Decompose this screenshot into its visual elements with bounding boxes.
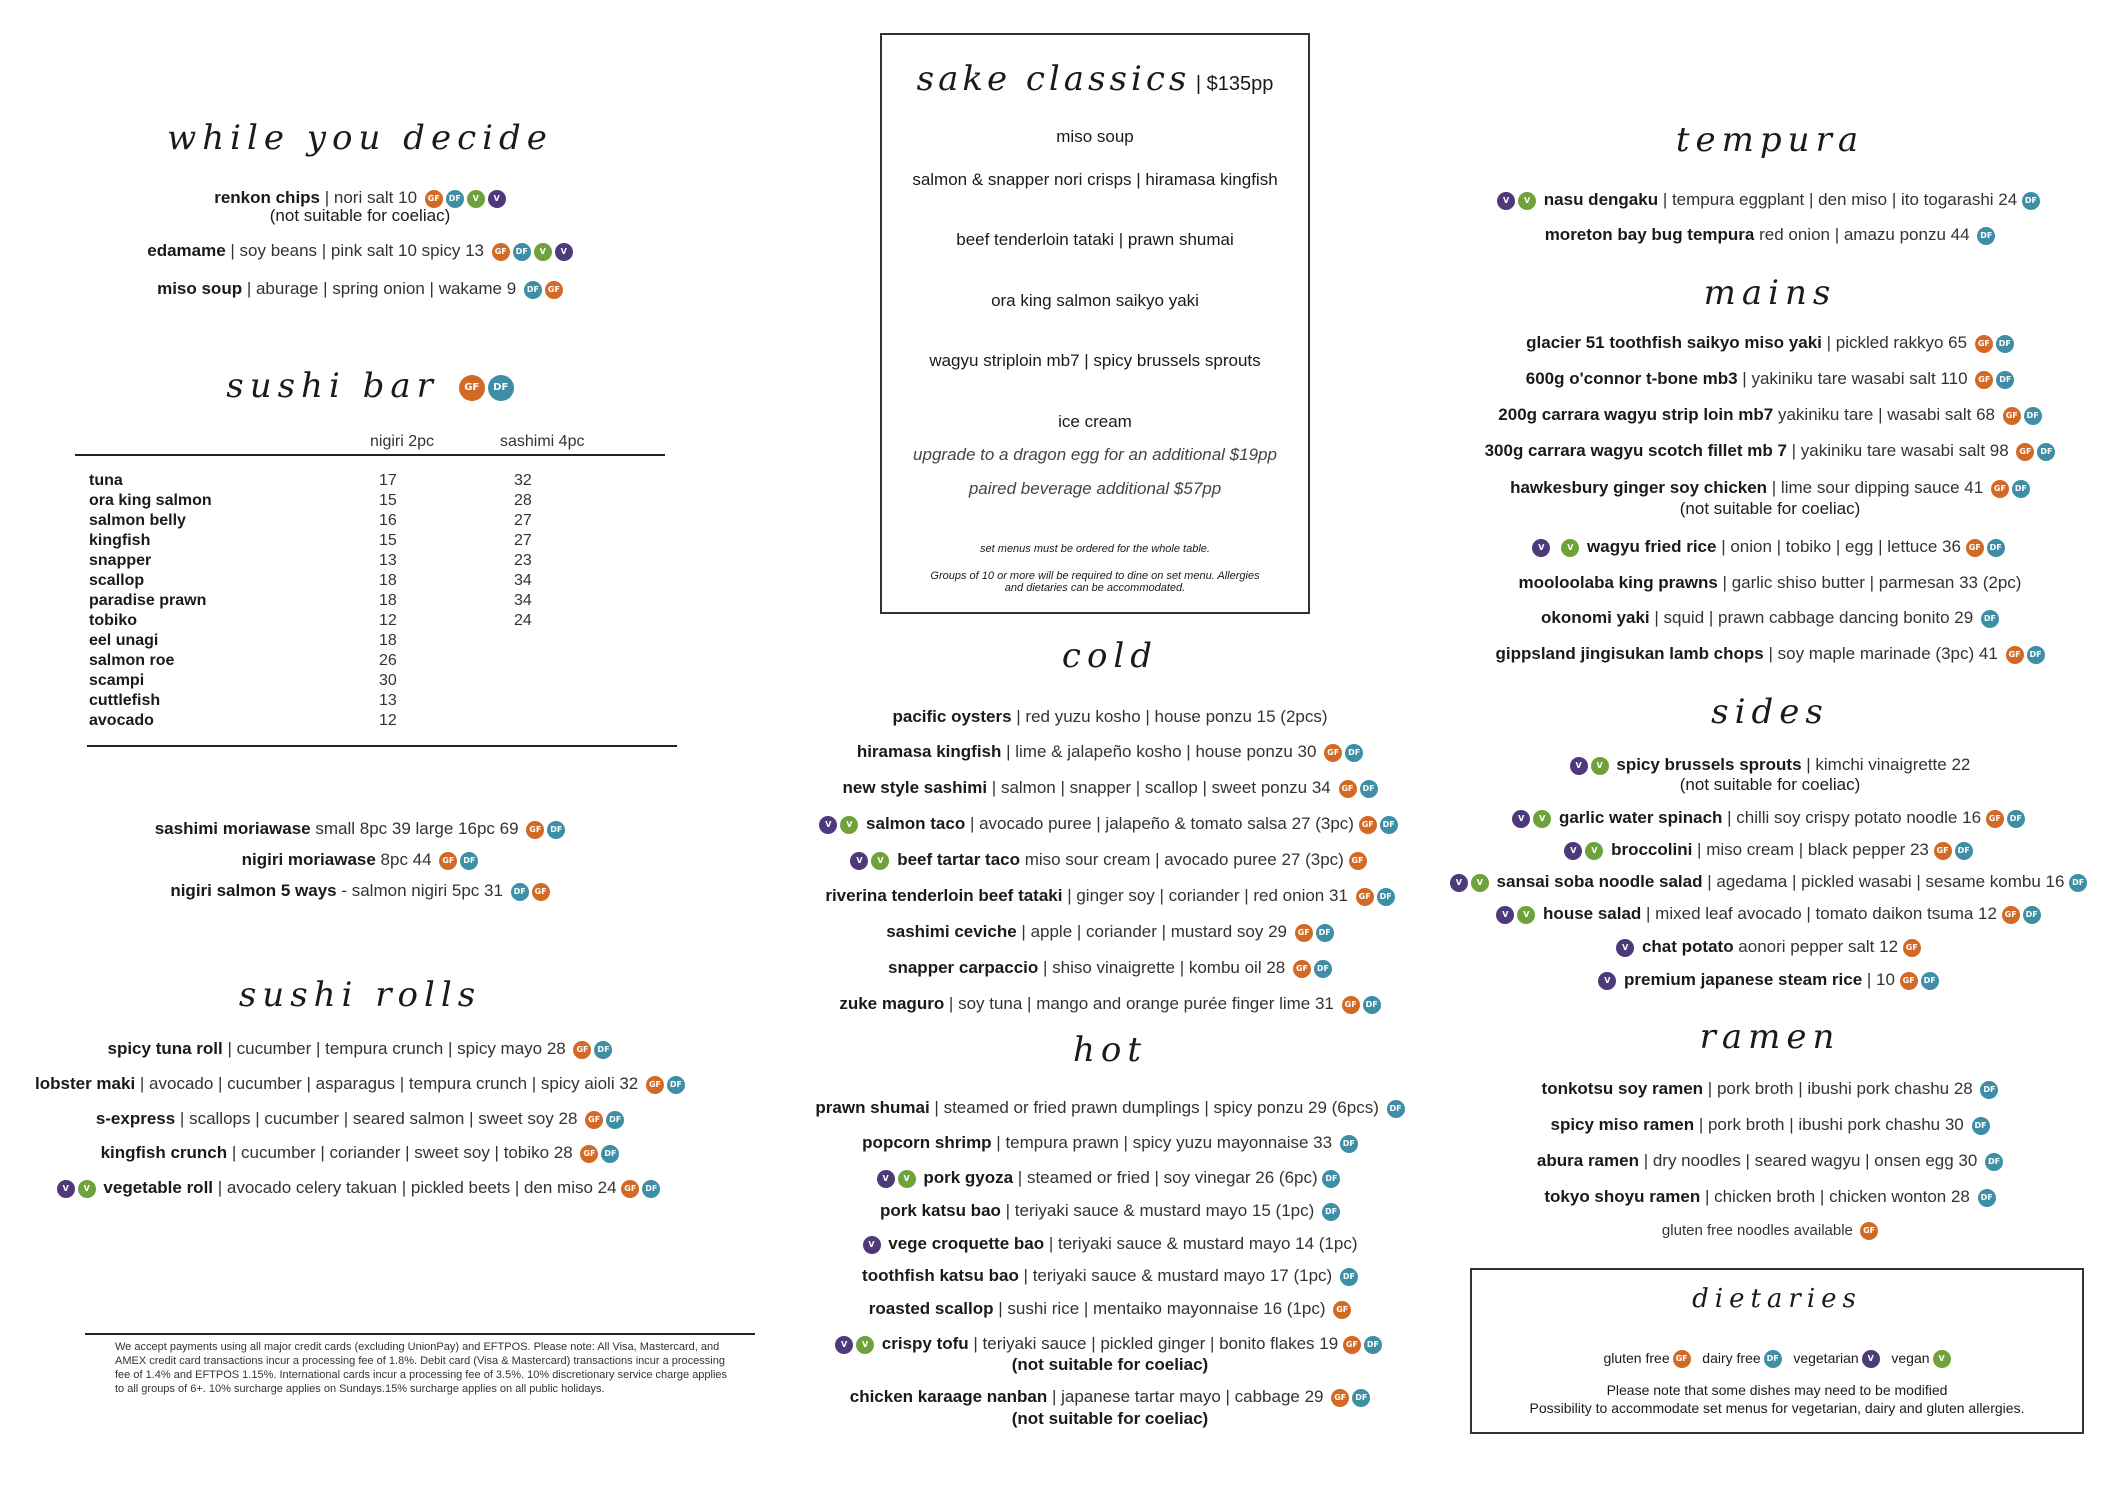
dairy-free-icon: DF — [1364, 1336, 1382, 1354]
menu-item: renkon chips | nori salt 10 GF DF V V — [30, 188, 690, 208]
table-row: salmon roe 26 — [89, 652, 397, 669]
dairy-free-icon: DF — [1322, 1203, 1340, 1221]
menu-item: edamame | soy beans | pink salt 10 spicy 13 GF DF V V — [30, 241, 690, 261]
menu-item: okonomi yaki | squid | prawn cabbage dancing bonito 29 DF — [1440, 608, 2100, 628]
menu-item: 200g carrara wagyu strip loin mb7 yakiniku tare | wasabi salt 68 GF DF — [1440, 405, 2100, 425]
menu-item: snapper carpaccio | shiso vinaigrette | kombu oil 28 GF DF — [790, 958, 1430, 978]
gluten-free-icon: GF — [1966, 539, 1984, 557]
dairy-free-icon: DF — [1972, 1117, 1990, 1135]
menu-item: hiramasa kingfish | lime & jalapeño kosho | house ponzu 30 GF DF — [790, 742, 1430, 762]
vegan-icon: V — [1570, 757, 1588, 775]
dairy-free-icon: DF — [2027, 646, 2045, 664]
vegan-icon: V — [1616, 939, 1634, 957]
payment-fine-print: We accept payments using all major credit cards (excluding UnionPay) and EFTPOS. Please note: All Visa, Mastercard, and AMEX credit card transactions incur a processing fee of 1.8%. Debit card (Visa & Mastercard) transactions incur a processing fee of 1.4% and EFTPOS 1.15%. International cards incur a processing fee of 3.5%. 10% discretionary service charge applies to all groups of 6+. 10% surcharge applies on Sundays.15% surcharge applies on all public holidays. — [115, 1341, 728, 1395]
table-row: tobiko 12 24 — [89, 612, 532, 629]
vegan-icon: V — [1598, 972, 1616, 990]
menu-item: V V vegetable roll | avocado celery takuan | pickled beets | den miso 24 GF DF — [30, 1178, 690, 1198]
dairy-free-icon: DF — [1340, 1268, 1358, 1286]
sake-classics-heading: sake classics | $135pp — [916, 59, 1274, 99]
menu-item: spicy miso ramen | pork broth | ibushi pork chashu 30 DF — [1440, 1115, 2100, 1135]
vegetarian-icon: V — [1591, 757, 1609, 775]
dairy-free-icon: DF — [2024, 407, 2042, 425]
gluten-free-icon: GF — [532, 883, 550, 901]
table-row: scampi 30 — [89, 672, 397, 689]
dairy-free-icon: DF — [547, 821, 565, 839]
gluten-free-icon: GF — [646, 1076, 664, 1094]
table-row: avocado 12 — [89, 712, 397, 729]
gluten-free-icon: GF — [1975, 335, 1993, 353]
dairy-free-icon: DF — [1987, 539, 2005, 557]
dairy-free-icon: DF — [2037, 443, 2055, 461]
vegan-icon: V — [877, 1170, 895, 1188]
menu-item: miso soup | aburage | spring onion | wakame 9 DF GF — [30, 279, 690, 299]
menu-item: V V beef tartar taco miso sour cream | avocado puree 27 (3pc) GF — [790, 850, 1430, 870]
vegetarian-icon: V — [856, 1336, 874, 1354]
set-menu-note: set menus must be ordered for the whole table. — [980, 543, 1210, 555]
dairy-free-icon: DF — [2007, 810, 2025, 828]
menu-item: sashimi moriawase small 8pc 39 large 16pc 69 GF DF — [30, 819, 690, 839]
gluten-free-icon: GF — [439, 852, 457, 870]
dairy-free-icon: DF — [1345, 744, 1363, 762]
gluten-free-icon: GF — [1343, 1336, 1361, 1354]
group-note: Groups of 10 or more will be required to dine on set menu. Allergies and dietaries can be accommodated. — [930, 570, 1260, 594]
menu-item: tonkotsu soy ramen | pork broth | ibushi pork chashu 28 DF — [1440, 1079, 2100, 1099]
vegan-icon: V — [1532, 539, 1550, 557]
dairy-free-icon: DF — [667, 1076, 685, 1094]
vegan-icon: V — [1497, 192, 1515, 210]
vegan-icon: V — [850, 852, 868, 870]
menu-item: moreton bay bug tempura red onion | amazu ponzu 44 DF — [1440, 225, 2100, 245]
paired-beverage: paired beverage additional $57pp — [968, 479, 1222, 498]
gluten-free-icon: GF — [526, 821, 544, 839]
menu-item: tokyo shoyu ramen | chicken broth | chicken wonton 28 DF — [1440, 1187, 2100, 1207]
set-menu-line: ora king salmon saikyo yaki — [991, 291, 1199, 310]
menu-item: s-express | scallops | cucumber | seared salmon | sweet soy 28 GF DF — [30, 1109, 690, 1129]
gluten-free-icon: GF — [425, 190, 443, 208]
table-row: scallop 18 34 — [89, 572, 532, 589]
vegan-icon: V — [57, 1180, 75, 1198]
vegetarian-icon: V — [840, 816, 858, 834]
menu-item: nigiri salmon 5 ways - salmon nigiri 5pc 31 DF GF — [30, 881, 690, 901]
vegan-icon: V — [819, 816, 837, 834]
menu-item: V V house salad | mixed leaf avocado | tomato daikon tsuma 12 GF DF — [1440, 904, 2100, 924]
menu-item: sashimi ceviche | apple | coriander | mustard soy 29 GF DF — [790, 922, 1430, 942]
vegan-icon: V — [863, 1236, 881, 1254]
dairy-free-icon: DF — [1980, 1081, 1998, 1099]
menu-item: V V wagyu fried rice | onion | tobiko | egg | lettuce 36 GF DF — [1440, 537, 2100, 557]
vegetarian-icon: V — [1585, 842, 1603, 860]
vegetarian-icon: V — [1471, 874, 1489, 892]
table-row: snapper 13 23 — [89, 552, 532, 569]
menu-item: popcorn shrimp | tempura prawn | spicy yuzu mayonnaise 33 DF — [790, 1133, 1430, 1153]
sushi-rolls-heading: sushi rolls — [238, 975, 482, 1015]
vegan-icon: V — [1862, 1350, 1880, 1368]
gluten-free-icon: GF — [492, 243, 510, 261]
coeliac-note: (not suitable for coeliac) — [269, 206, 451, 225]
dairy-free-icon: DF — [1340, 1135, 1358, 1153]
table-row: salmon belly 16 27 — [89, 512, 532, 529]
sashimi-column-header: sashimi 4pc — [500, 433, 585, 450]
vegetarian-icon: V — [467, 190, 485, 208]
table-row: eel unagi 18 — [89, 632, 397, 649]
dairy-free-icon: DF — [606, 1111, 624, 1129]
vegetarian-icon: V — [534, 243, 552, 261]
gluten-free-icon: GF — [1991, 480, 2009, 498]
coeliac-note: (not suitable for coeliac) — [1011, 1355, 1209, 1374]
dairy-free-icon: DF — [1352, 1389, 1370, 1407]
menu-item: 300g carrara wagyu scotch fillet mb 7 | yakiniku tare wasabi salt 98 GF DF — [1440, 441, 2100, 461]
gluten-free-icon: GF — [1333, 1301, 1351, 1319]
vegetarian-icon: V — [1533, 810, 1551, 828]
vegan-icon: V — [1450, 874, 1468, 892]
gluten-free-icon: GF — [1860, 1222, 1878, 1240]
vegan-icon: V — [488, 190, 506, 208]
vegan-icon: V — [1564, 842, 1582, 860]
vegan-icon: V — [835, 1336, 853, 1354]
dairy-free-icon: DF — [1377, 888, 1395, 906]
gluten-free-icon: GF — [2006, 646, 2024, 664]
dairy-free-icon: DF — [1380, 816, 1398, 834]
coeliac-note: (not suitable for coeliac) — [1679, 775, 1861, 794]
gluten-free-icon: GF — [585, 1111, 603, 1129]
gluten-free-icon: GF — [1975, 371, 1993, 389]
menu-item: prawn shumai | steamed or fried prawn dumplings | spicy ponzu 29 (6pcs) DF — [790, 1098, 1430, 1118]
gluten-free-icon: GF — [573, 1041, 591, 1059]
dietaries-heading: dietaries — [1692, 1284, 1862, 1314]
dairy-free-icon: DF — [1921, 972, 1939, 990]
vegetarian-icon: V — [78, 1180, 96, 1198]
hot-heading: hot — [1072, 1030, 1148, 1070]
dragon-egg-upgrade: upgrade to a dragon egg for an additional $19pp — [913, 445, 1277, 464]
gluten-free-icon: GF — [1293, 960, 1311, 978]
nigiri-column-header: nigiri 2pc — [370, 433, 435, 450]
dairy-free-icon: DF — [642, 1180, 660, 1198]
dairy-free-icon: DF — [524, 281, 542, 299]
sides-heading: sides — [1711, 692, 1829, 732]
vegan-icon: V — [1496, 906, 1514, 924]
table-row: tuna 17 32 — [89, 472, 532, 489]
set-menu-allergy-note: Possibility to accommodate set menus for vegetarian, dairy and gluten allergies. — [1529, 1400, 2025, 1416]
left-column-lower — [30, 0, 690, 1497]
menu-item: gippsland jingisukan lamb chops | soy maple marinade (3pc) 41 GF DF — [1440, 644, 2100, 664]
gluten-free-icon: GF — [1349, 852, 1367, 870]
menu-item: roasted scallop | sushi rice | mentaiko mayonnaise 16 (1pc) GF — [790, 1299, 1430, 1319]
set-menu-line: ice cream — [1058, 412, 1132, 431]
dairy-free-icon: DF — [2012, 480, 2030, 498]
gluten-free-icon: GF — [545, 281, 563, 299]
menu-item: glacier 51 toothfish saikyo miso yaki | pickled rakkyo 65 GF DF — [1440, 333, 2100, 353]
table-row: paradise prawn 18 34 — [89, 592, 532, 609]
menu-item: abura ramen | dry noodles | seared wagyu | onsen egg 30 DF — [1440, 1151, 2100, 1171]
table-row: kingfish 15 27 — [89, 532, 532, 549]
vegetarian-icon: V — [1561, 539, 1579, 557]
vegetarian-icon: V — [898, 1170, 916, 1188]
menu-item: pacific oysters | red yuzu kosho | house ponzu 15 (2pcs) — [892, 707, 1328, 726]
menu-item: toothfish katsu bao | teriyaki sauce & mustard mayo 17 (1pc) DF — [790, 1266, 1430, 1286]
gluten-free-icon: GF — [1342, 996, 1360, 1014]
menu-item: V chat potato aonori pepper salt 12 GF — [1440, 937, 2100, 957]
dairy-free-icon: DF — [488, 375, 514, 401]
while-you-decide-heading: while you decide — [167, 118, 553, 158]
menu-item: hawkesbury ginger soy chicken | lime sour dipping sauce 41 GF DF — [1440, 478, 2100, 498]
dairy-free-icon: DF — [1996, 335, 2014, 353]
gluten-free-icon: GF — [1934, 842, 1952, 860]
set-menu-line: wagyu striploin mb7 | spicy brussels sprouts — [929, 351, 1261, 370]
coeliac-note: (not suitable for coeliac) — [1011, 1409, 1209, 1428]
menu-item: V V sansai soba noodle salad | agedama | pickled wasabi | sesame kombu 16 DF — [1440, 872, 2100, 892]
menu-item: V vege croquette bao | teriyaki sauce & mustard mayo 14 (1pc) — [790, 1234, 1430, 1254]
gluten-free-noodles-note: gluten free noodles available GF — [1440, 1222, 2100, 1240]
dairy-free-icon: DF — [1955, 842, 1973, 860]
tempura-heading: tempura — [1675, 120, 1865, 160]
gluten-free-icon: GF — [1356, 888, 1374, 906]
menu-item: mooloolaba king prawns | garlic shiso butter | parmesan 33 (2pc) — [1518, 573, 2022, 592]
menu-item: V V broccolini | miso cream | black pepper 23 GF DF — [1440, 840, 2100, 860]
table-row: ora king salmon 15 28 — [89, 492, 532, 509]
menu-item: nigiri moriawase 8pc 44 GF DF — [30, 850, 690, 870]
vegan-icon: V — [1512, 810, 1530, 828]
gluten-free-icon: GF — [459, 375, 485, 401]
dairy-free-icon: DF — [1316, 924, 1334, 942]
menu-item: zuke maguro | soy tuna | mango and orange purée finger lime 31 GF DF — [790, 994, 1430, 1014]
dairy-free-icon: DF — [460, 852, 478, 870]
dairy-free-icon: DF — [1314, 960, 1332, 978]
gluten-free-icon: GF — [1903, 939, 1921, 957]
set-menu-line: miso soup — [1056, 127, 1134, 146]
menu-item: chicken karaage nanban | japanese tartar mayo | cabbage 29 GF DF — [790, 1387, 1430, 1407]
dairy-free-icon: DF — [1978, 1189, 1996, 1207]
menu-item: V V spicy brussels sprouts | kimchi vinaigrette 22 — [1440, 755, 2100, 775]
gluten-free-icon: GF — [1900, 972, 1918, 990]
dairy-free-icon: DF — [2023, 906, 2041, 924]
vegetarian-icon: V — [1518, 192, 1536, 210]
menu-item: V V nasu dengaku | tempura eggplant | den miso | ito togarashi 24 DF — [1440, 190, 2100, 210]
middle-column — [790, 0, 1430, 1497]
sushi-bar-heading: sushi bar GF DF — [90, 366, 650, 406]
gluten-free-icon: GF — [2002, 906, 2020, 924]
dairy-free-icon: DF — [2022, 192, 2040, 210]
dairy-free-icon: DF — [601, 1145, 619, 1163]
menu-item: lobster maki | avocado | cucumber | asparagus | tempura crunch | spicy aioli 32 GF DF — [30, 1074, 690, 1094]
menu-item: V V crispy tofu | teriyaki sauce | pickled ginger | bonito flakes 19 GF DF — [790, 1334, 1430, 1354]
dairy-free-icon: DF — [1985, 1153, 2003, 1171]
table-row: cuttlefish 13 — [89, 692, 397, 709]
menu-item: V premium japanese steam rice | 10 GF DF — [1440, 970, 2100, 990]
menu-item: pork katsu bao | teriyaki sauce & mustard mayo 15 (1pc) DF — [790, 1201, 1430, 1221]
gluten-free-icon: GF — [580, 1145, 598, 1163]
dairy-free-icon: DF — [1322, 1170, 1340, 1188]
gluten-free-icon: GF — [1339, 780, 1357, 798]
menu-item: V V pork gyoza | steamed or fried | soy vinegar 26 (6pc) DF — [790, 1168, 1430, 1188]
dairy-free-icon: DF — [1977, 227, 1995, 245]
dairy-free-icon: DF — [2069, 874, 2087, 892]
vegan-icon: V — [555, 243, 573, 261]
vegetarian-icon: V — [871, 852, 889, 870]
gluten-free-icon: GF — [1324, 744, 1342, 762]
dairy-free-icon: DF — [1363, 996, 1381, 1014]
dietaries-box — [1470, 1268, 2084, 1434]
menu-item: new style sashimi | salmon | snapper | scallop | sweet ponzu 34 GF DF — [790, 778, 1430, 798]
gluten-free-icon: GF — [1331, 1389, 1349, 1407]
mains-heading: mains — [1703, 273, 1837, 313]
ramen-heading: ramen — [1699, 1017, 1841, 1057]
dairy-free-icon: DF — [1764, 1350, 1782, 1368]
vegetarian-icon: V — [1933, 1350, 1951, 1368]
gluten-free-icon: GF — [1673, 1350, 1691, 1368]
menu-item: spicy tuna roll | cucumber | tempura crunch | spicy mayo 28 GF DF — [30, 1039, 690, 1059]
dairy-free-icon: DF — [446, 190, 464, 208]
gluten-free-icon: GF — [1986, 810, 2004, 828]
gluten-free-icon: GF — [2016, 443, 2034, 461]
gluten-free-icon: GF — [1359, 816, 1377, 834]
dairy-free-icon: DF — [1360, 780, 1378, 798]
dairy-free-icon: DF — [511, 883, 529, 901]
menu-item: kingfish crunch | cucumber | coriander | sweet soy | tobiko 28 GF DF — [30, 1143, 690, 1163]
menu-item: 600g o'connor t-bone mb3 | yakiniku tare wasabi salt 110 GF DF — [1440, 369, 2100, 389]
menu-item: V V salmon taco | avocado puree | jalapeño & tomato salsa 27 (3pc) GF DF — [790, 814, 1430, 834]
set-menu-line: salmon & snapper nori crisps | hiramasa kingfish — [912, 170, 1278, 189]
dairy-free-icon: DF — [594, 1041, 612, 1059]
gluten-free-icon: GF — [1295, 924, 1313, 942]
gluten-free-icon: GF — [621, 1180, 639, 1198]
dairy-free-icon: DF — [513, 243, 531, 261]
vegetarian-icon: V — [1517, 906, 1535, 924]
menu-item: V V garlic water spinach | chilli soy crispy potato noodle 16 GF DF — [1440, 808, 2100, 828]
fine-print-rule — [85, 1333, 755, 1335]
menu-item: riverina tenderloin beef tataki | ginger soy | coriander | red onion 31 GF DF — [790, 886, 1430, 906]
dairy-free-icon: DF — [1387, 1100, 1405, 1118]
modification-note: Please note that some dishes may need to be modified — [1606, 1382, 1948, 1398]
set-menu-line: beef tenderloin tataki | prawn shumai — [956, 230, 1234, 249]
dairy-free-icon: DF — [1996, 371, 2014, 389]
dairy-free-icon: DF — [1981, 610, 1999, 628]
dietaries-legend: gluten free GF dairy free DF vegetarian V vegan V — [1472, 1350, 2082, 1368]
cold-heading: cold — [1061, 636, 1159, 676]
coeliac-note: (not suitable for coeliac) — [1679, 499, 1861, 518]
gluten-free-icon: GF — [2003, 407, 2021, 425]
